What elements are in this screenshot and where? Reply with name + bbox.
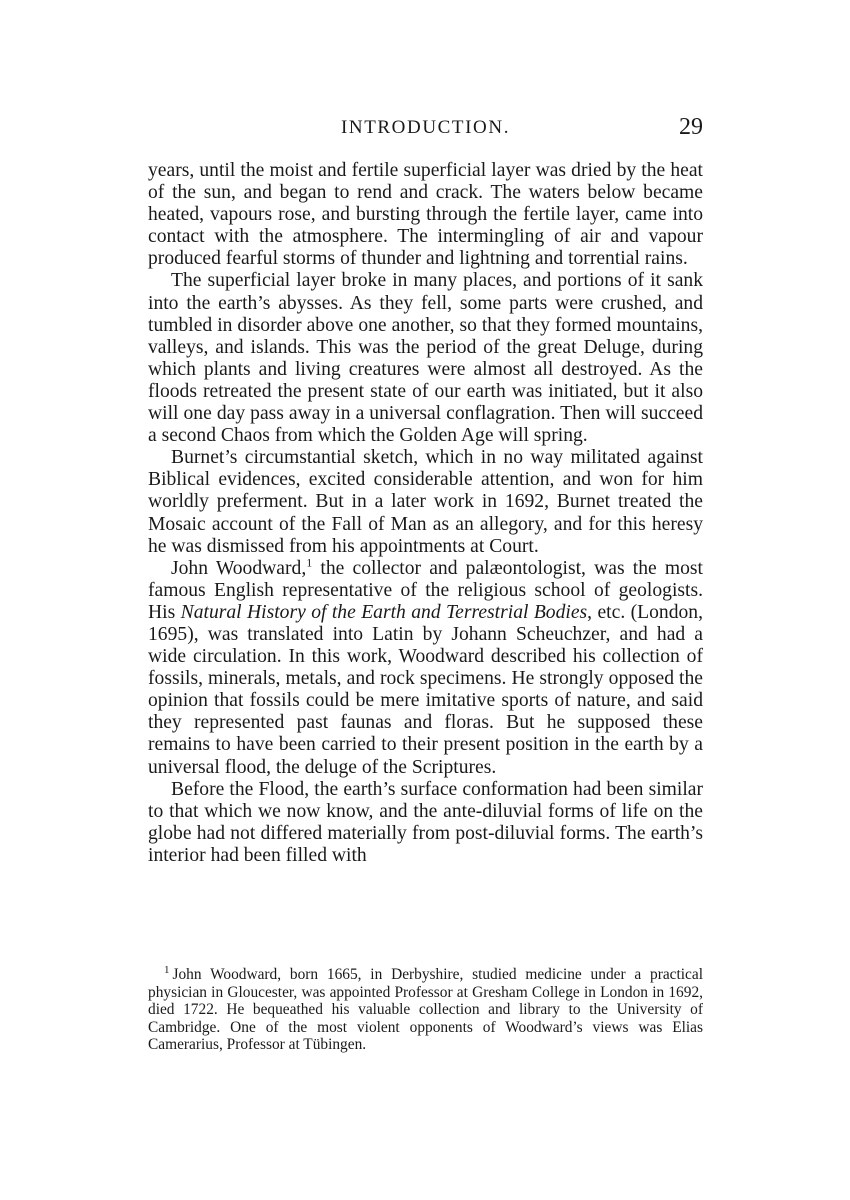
footnote-1: [148, 963, 703, 1054]
paragraph-superficial-layer: The superficial layer broke in many places, and portions of it sank into the earth’s abysses. As they fell, some parts were crushed, and tumbled in disorder above one another, so that they formed mountains, valleys, and islands. This was the period of the great Deluge, during which plants and living creatures were almost all destroyed. As the floods retreated the present state of our earth was initiated, but it also will one day pass away in a universal conflagration. Then will succeed a second Chaos from which the Golden Age will spring.: [148, 270, 703, 447]
paragraph-continued: years, until the moist and fertile superficial layer was dried by the heat of the sun, and began to rend and crack. The waters below became heated, vapours rose, and bursting through the fertile layer, came into contact with the atmosphere. The intermingling of air and vapour produced fearful storms of thunder and lightning and torrential rains.: [148, 160, 703, 270]
woodward-name: John Woodward,: [171, 557, 307, 579]
woodward-intro-text: the collector and palæontologist, was the most famous English representative of the religious school of geologists. His: [148, 557, 703, 623]
body-text: [148, 160, 703, 867]
paragraph-woodward: [148, 555, 703, 779]
woodward-rest-text: , etc. (London, 1695), was translated into Latin by Johann Scheuchzer, and had a wide circulation. In this work, Woodward described his collection of fossils, minerals, metals, and rock specimens. He strongly opposed the opinion that fossils could be mere imitative sports of nature, and said they represented past faunas and floras. But he supposed these remains to have been carried to their present position in the earth by a universal flood, the deluge of the Scriptures.: [148, 601, 703, 778]
paragraph-burnet: Burnet’s circumstantial sketch, which in no way militated against Biblical evidences, excited considerable attention, and won for him worldly preferment. But in a later work in 1692, Burnet treated the Mosaic account of the Fall of Man as an allegory, and for this heresy he was dismissed from his appointments at Court.: [148, 447, 703, 557]
paragraph-before-flood: Before the Flood, the earth’s surface conformation had been similar to that which we now know, and the ante-diluvial forms of life on the globe had not differed materially from post-diluvial forms. The earth’s interior had been filled with: [148, 778, 703, 866]
page-number: 29: [679, 114, 703, 140]
footnote-reference: 1: [306, 555, 313, 570]
footnotes: [148, 963, 703, 1054]
page-header: [148, 114, 703, 142]
book-title: Natural History of the Earth and Terrestrial Bodies: [180, 601, 588, 623]
footnote-mark: 1: [164, 963, 170, 976]
running-title: INTRODUCTION.: [340, 117, 511, 138]
footnote-text: John Woodward, born 1665, in Derbyshire, studied medicine under a practical physician in Gloucester, was appointed Professor at Gresham College in London in 1692, died 1722. He bequeathed his valuable collection and library to the University of Cambridge. One of the most violent opponents of Woodward’s views was Elias Camerarius, Professor at Tübingen.: [148, 966, 703, 1054]
